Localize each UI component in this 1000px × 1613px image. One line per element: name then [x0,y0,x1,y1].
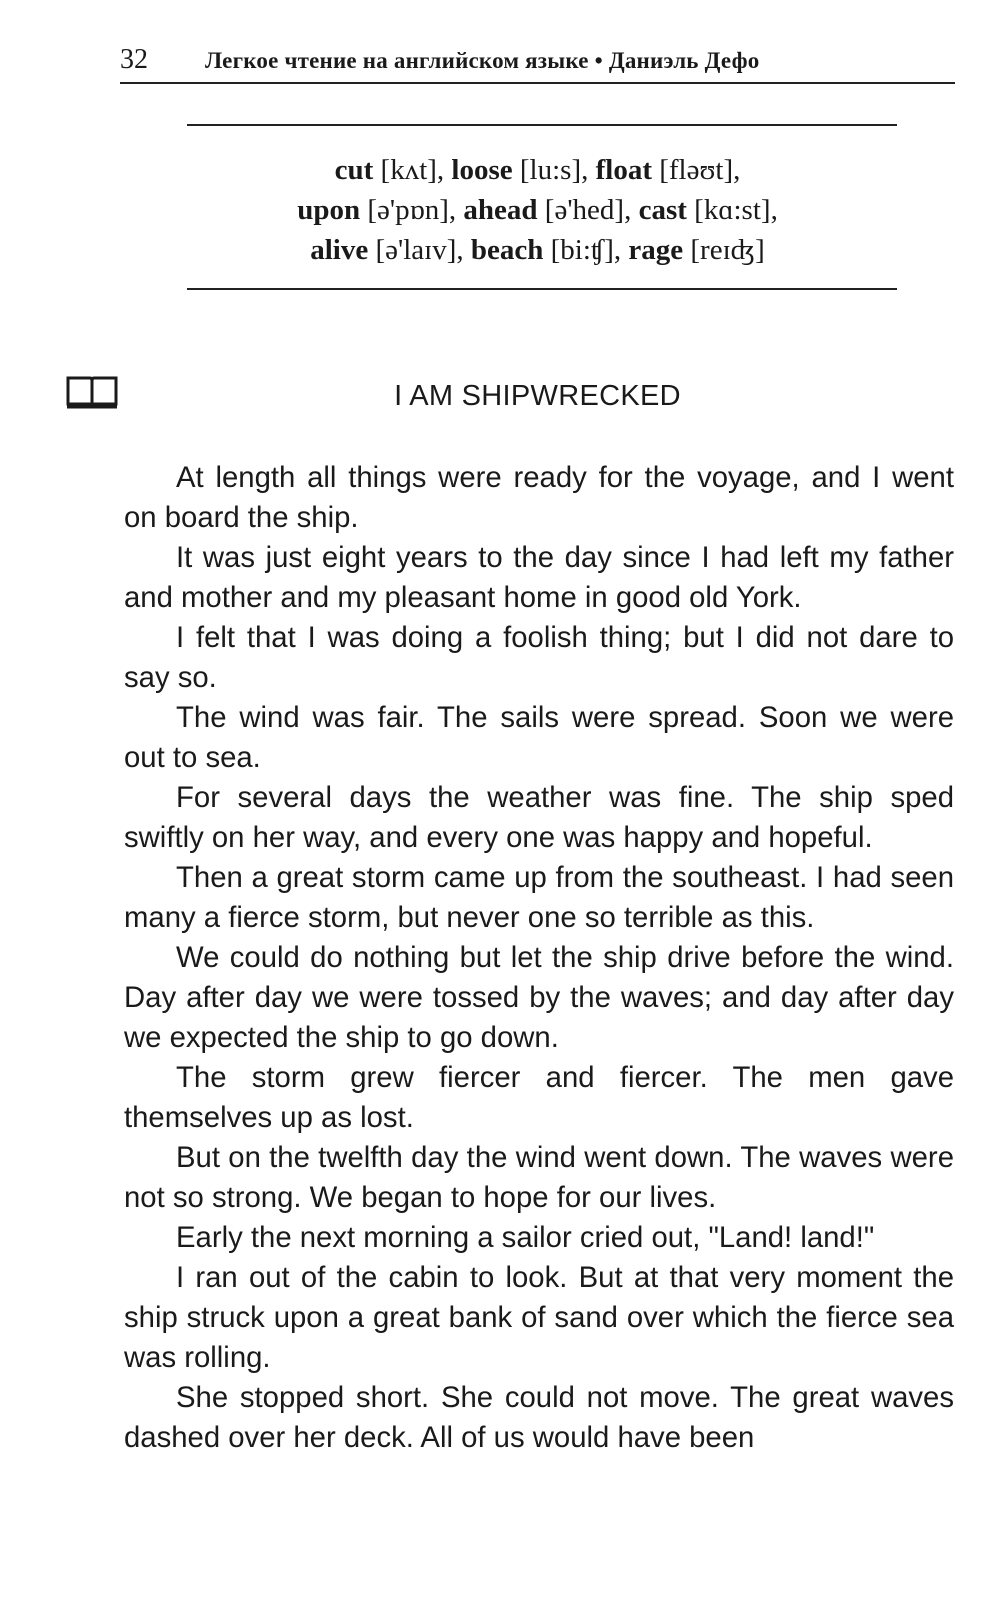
vocab-word: cast [638,194,687,226]
vocab-ipa: [ə'laɪv] [375,234,457,266]
paragraph: She stopped short. She could not move. The great waves dashed over her deck. All of us would have been [124,1381,954,1454]
vocab-line: cut [kʌt], loose [lu:s], float [fləʊt], [334,154,741,186]
vocabulary-box [120,150,955,270]
running-header [120,44,955,84]
paragraph: But on the twelfth day the wind went down. The waves were not so strong. We began to hope for our lives. [124,1141,954,1214]
vocab-ipa: [lu:s] [519,154,582,186]
story-text [124,458,954,1458]
paragraph: Then a great storm came up from the southeast. I had seen many a fierce storm, but never one so terrible as this. [124,861,954,934]
vocab-ipa: [fləʊt] [659,154,734,186]
vocab-word: alive [310,234,369,266]
vocab-ipa: [reɪʤ] [690,234,765,266]
vocab-ipa: [kɑ:st] [694,194,771,226]
vocab-word: float [595,154,652,186]
paragraph: I ran out of the cabin to look. But at that very moment the ship struck upon a great bank of sand over which the fierce sea was rolling. [124,1261,954,1374]
vocab-word: rage [628,234,684,266]
vocab-ipa: [bi:ʧ] [550,234,614,266]
vocab-word: beach [470,234,544,266]
paragraph: The storm grew fiercer and fiercer. The men gave themselves up as lost. [124,1061,954,1134]
paragraph: For several days the weather was fine. The ship sped swiftly on her way, and every one was happy and hopeful. [124,781,954,854]
vocab-word: ahead [463,194,538,226]
vocab-ipa: [ə'hed] [544,194,625,226]
page-number: 32 [120,44,148,75]
vocab-ipa: [ə'pɒn] [367,194,449,226]
vocab-word: upon [297,194,361,226]
vocab-line: alive [ə'laɪv], beach [bi:ʧ], rage [reɪʤ] [310,234,765,266]
vocab-ipa: [kʌt] [380,154,437,186]
vocab-top-rule [187,124,897,126]
vocab-word: loose [451,154,513,186]
paragraph: Early the next morning a sailor cried out, "Land! land!" [176,1221,875,1254]
book-title: Легкое чтение на английском языке • Даниэль Дефо [205,48,760,73]
paragraph: We could do nothing but let the ship drive before the wind. Day after day we were tossed by the waves; and day after day we expected the ship to go down. [124,941,954,1054]
paragraph: It was just eight years to the day since I had left my father and mother and my pleasant home in good old York. [124,541,954,614]
paragraph: The wind was fair. The sails were spread. Soon we were out to sea. [124,701,954,774]
paragraph: At length all things were ready for the voyage, and I went on board the ship. [124,461,954,534]
vocab-line: upon [ə'pɒn], ahead [ə'hed], cast [kɑ:st], [297,194,778,226]
vocab-word: cut [334,154,374,186]
open-book-icon [66,374,118,410]
paragraph: I felt that I was doing a foolish thing; but I did not dare to say so. [124,621,954,694]
vocab-bottom-rule [187,288,897,290]
section-title: I AM SHIPWRECKED [394,380,681,412]
